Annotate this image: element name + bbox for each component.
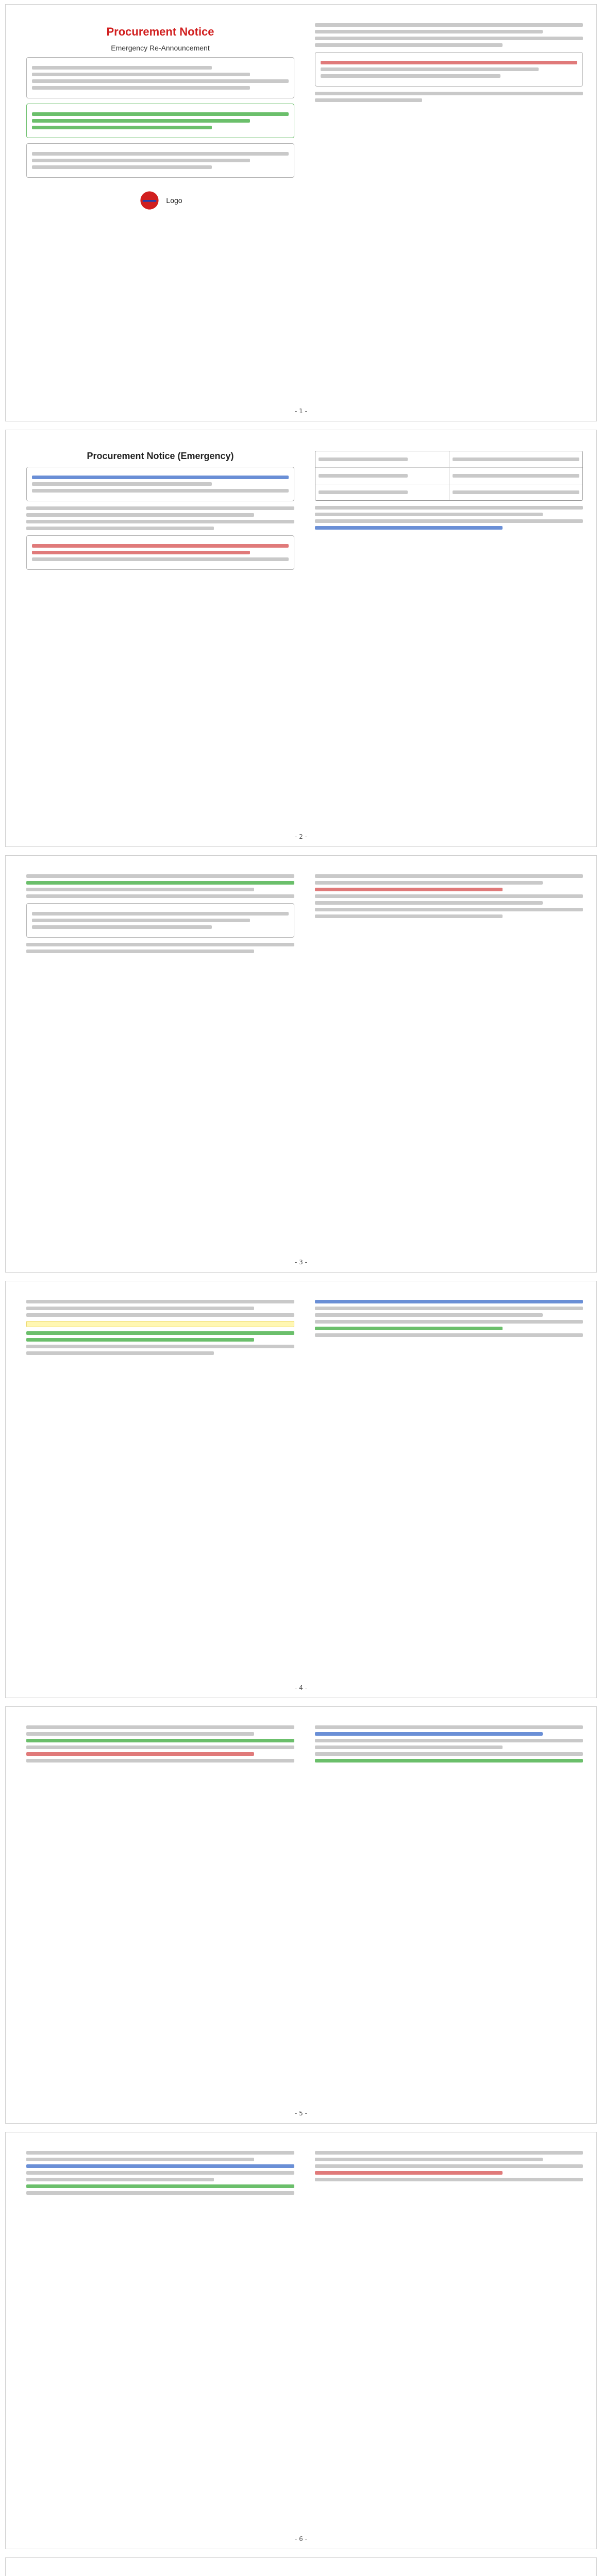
warning-text-line <box>315 888 503 891</box>
page-number: - 4 - <box>295 1684 307 1691</box>
table-cell <box>315 451 449 467</box>
table-cell <box>315 468 449 484</box>
text-line <box>26 2178 214 2181</box>
text-line <box>32 66 212 70</box>
page-4 <box>0 1277 602 1702</box>
text-line <box>453 474 580 478</box>
text-line <box>26 2158 254 2161</box>
page-4-left-column <box>26 1297 294 1358</box>
text-line <box>32 79 289 83</box>
highlighted-text-line <box>26 1331 294 1335</box>
text-line <box>315 908 583 911</box>
text-line <box>315 2158 543 2161</box>
page-4-right-column <box>315 1297 583 1340</box>
text-line <box>315 1752 583 1756</box>
page-container <box>5 4 597 421</box>
emphasis-text-line <box>315 526 503 530</box>
text-line <box>32 86 250 90</box>
emphasis-text-line <box>26 2164 294 2168</box>
text-line <box>26 1351 214 1355</box>
table-row <box>315 467 582 484</box>
text-line <box>26 1759 294 1762</box>
highlighted-text-line <box>26 1739 294 1742</box>
text-line <box>315 98 422 102</box>
highlighted-text-line <box>32 126 212 129</box>
text-line <box>315 43 503 47</box>
text-line <box>32 557 289 561</box>
warning-text-line <box>26 1752 254 1756</box>
text-line <box>315 513 543 516</box>
text-line <box>315 914 503 918</box>
header-details-box <box>26 467 294 501</box>
text-line <box>315 1320 583 1324</box>
highlighted-text-line <box>315 1759 583 1762</box>
page-2-left-column <box>26 446 294 575</box>
text-line <box>315 37 583 40</box>
text-line <box>26 506 294 510</box>
text-line <box>26 1313 294 1317</box>
info-box <box>315 52 583 87</box>
page-container <box>5 855 597 1273</box>
document-title: Procurement Notice <box>106 25 214 38</box>
text-line <box>321 74 500 78</box>
organization-logo-area <box>26 189 294 212</box>
highlighted-text-line <box>26 1338 254 1342</box>
text-line <box>315 30 543 33</box>
page-container <box>5 430 597 847</box>
page-5-left-column <box>26 1722 294 1766</box>
page-7-right-column <box>315 2573 583 2576</box>
text-line <box>32 482 212 486</box>
notice-details-box <box>26 143 294 178</box>
text-line <box>26 874 294 878</box>
text-line <box>32 159 250 162</box>
text-line <box>26 1745 294 1749</box>
table-row <box>315 484 582 500</box>
page-3-left-column <box>26 871 294 956</box>
page-6-right-column <box>315 2148 583 2184</box>
text-line <box>315 881 543 885</box>
page-number: - 1 - <box>295 408 307 415</box>
text-line <box>315 894 583 898</box>
text-line <box>315 1333 583 1337</box>
page-6 <box>0 2128 602 2553</box>
important-notice-box <box>26 104 294 138</box>
page-1-right-column <box>315 20 583 105</box>
warning-text-line <box>315 2171 503 2175</box>
page-7-left-column <box>26 2573 294 2576</box>
notice-header: Procurement Notice (Emergency) <box>87 451 234 461</box>
text-line <box>315 92 583 95</box>
text-line <box>453 457 580 461</box>
organization-logo-icon <box>138 189 161 212</box>
text-line <box>315 1313 543 1317</box>
emphasis-text-line <box>315 1732 543 1736</box>
warning-text-line <box>32 551 250 554</box>
highlight-strip <box>26 1321 294 1327</box>
text-line <box>26 520 294 523</box>
page-number: - 5 - <box>295 2110 307 2117</box>
page-1-left-column <box>26 20 294 212</box>
text-line <box>26 527 214 530</box>
text-line <box>26 513 254 517</box>
text-line <box>315 1307 583 1310</box>
text-line <box>26 1307 254 1310</box>
summary-table <box>315 451 583 501</box>
page-container <box>5 2132 597 2549</box>
text-line <box>315 1725 583 1729</box>
page-container <box>5 1706 597 2124</box>
highlighted-text-line <box>26 881 294 885</box>
warning-text-line <box>321 61 577 64</box>
page-5 <box>0 1702 602 2128</box>
text-line <box>26 894 294 898</box>
organization-logo <box>138 189 161 212</box>
conditions-box <box>26 535 294 570</box>
page-number: - 3 - <box>295 1259 307 1266</box>
page-2-right-column <box>315 446 583 533</box>
text-line <box>26 1725 294 1729</box>
table-row <box>315 451 582 467</box>
organization-logo-label: Logo <box>166 196 182 205</box>
text-line <box>315 519 583 523</box>
table-cell <box>449 468 583 484</box>
highlighted-text-line <box>26 2184 294 2188</box>
text-line <box>26 2151 294 2155</box>
text-line <box>26 1300 294 1303</box>
text-line <box>321 67 539 71</box>
text-line <box>26 2191 294 2195</box>
requirements-box <box>26 903 294 938</box>
page-number: - 6 - <box>295 2535 307 2543</box>
page-3-right-column <box>315 871 583 921</box>
text-line <box>319 457 408 461</box>
text-line <box>315 901 543 905</box>
text-line <box>315 874 583 878</box>
text-line <box>26 888 254 891</box>
page-number: - 2 - <box>295 833 307 840</box>
text-line <box>32 489 289 493</box>
page-7 <box>0 2553 602 2576</box>
text-line <box>26 943 294 946</box>
text-line <box>32 925 212 929</box>
text-line <box>26 1345 294 1348</box>
emphasis-text-line <box>315 1300 583 1303</box>
text-line <box>32 165 212 169</box>
highlighted-text-line <box>315 1327 503 1330</box>
text-line <box>315 506 583 510</box>
highlighted-text-line <box>32 119 250 123</box>
text-line <box>315 23 583 27</box>
page-container <box>5 1281 597 1698</box>
text-line <box>319 490 408 494</box>
document-subtitle: Emergency Re-Announcement <box>111 44 210 52</box>
text-line <box>453 490 580 494</box>
text-line <box>26 950 254 953</box>
warning-text-line <box>32 544 289 548</box>
text-line <box>315 2151 583 2155</box>
text-line <box>26 2171 294 2175</box>
table-cell <box>315 484 449 500</box>
table-cell <box>449 484 583 500</box>
text-line <box>32 912 289 916</box>
page-3 <box>0 851 602 1277</box>
notice-summary-box <box>26 57 294 98</box>
text-line <box>32 73 250 76</box>
text-line <box>32 152 289 156</box>
text-line <box>26 1732 254 1736</box>
page-5-right-column <box>315 1722 583 1766</box>
emphasis-text-line <box>32 476 289 479</box>
page-container <box>5 2557 597 2576</box>
table-cell <box>449 451 583 467</box>
page-2 <box>0 426 602 851</box>
text-line <box>315 1745 503 1749</box>
text-line <box>315 1739 583 1742</box>
text-line <box>315 2164 583 2168</box>
text-line <box>315 2178 583 2181</box>
highlighted-text-line <box>32 112 289 116</box>
page-6-left-column <box>26 2148 294 2198</box>
text-line <box>32 919 250 922</box>
text-line <box>319 474 408 478</box>
page-1 <box>0 0 602 426</box>
